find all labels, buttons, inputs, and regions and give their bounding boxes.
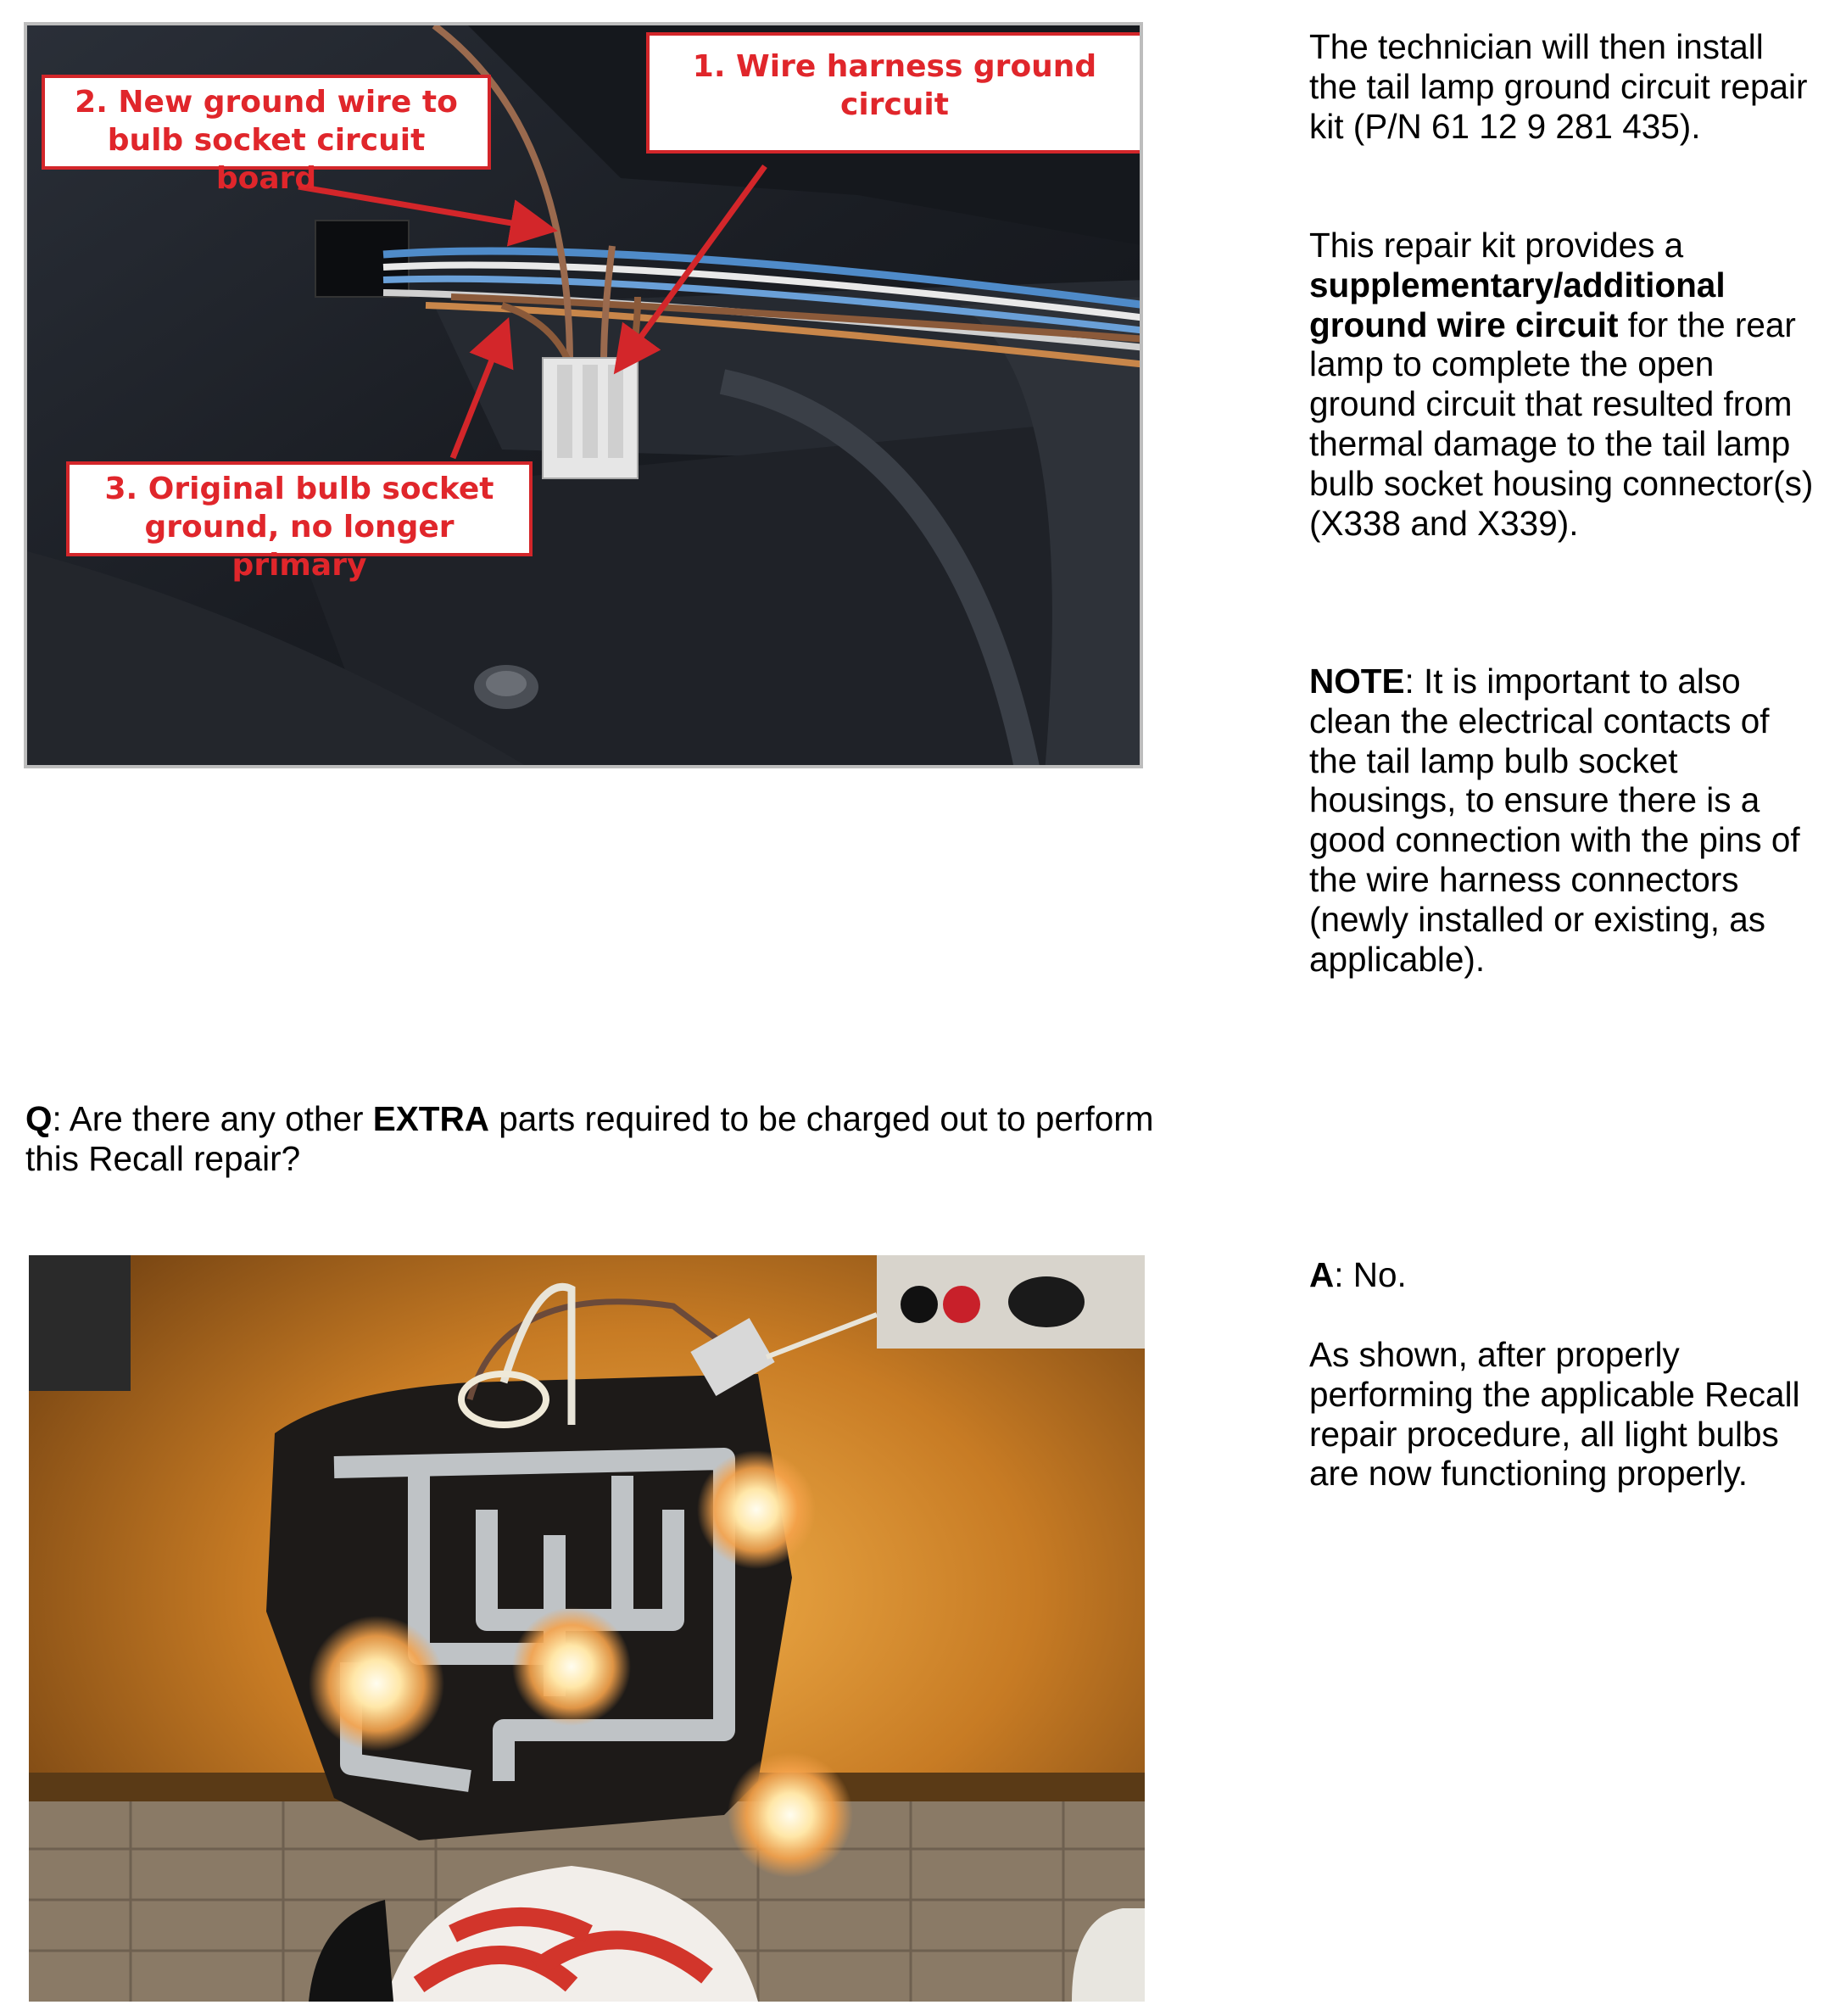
callout-new-ground-wire: 2. New ground wire to bulb socket circuit board: [42, 75, 491, 170]
paragraph-as-shown: As shown, after properly performing the applicable Recall repair procedure, all light bulbs are now functioning properly.: [1309, 1335, 1800, 1494]
note-label: NOTE: [1309, 662, 1405, 701]
answer-paragraph: [1309, 1255, 1818, 1295]
callout-original-bulb-socket-ground: 3. Original bulb socket ground, no longer primary: [66, 461, 533, 556]
kit-text-post: for the rear lamp to complete the open ground circuit that resulted from thermal damage to the tail lamp bulb socket housing connector(s) (X338 and X339).: [1309, 304, 1814, 543]
note-text: : It is important to also clean the electrical contacts of the tail lamp bulb socket housings, to ensure there is a good connection with the pins of the wire harness connectors (newly installed or existing, as applicable).: [1309, 662, 1800, 979]
question-label: Q: [25, 1099, 53, 1138]
question-text-post: parts required to be charged out to perform this Recall repair?: [25, 1099, 1154, 1178]
tail-lamp-bulbs-lit-photo: [29, 1255, 1145, 2002]
question-paragraph: [25, 1099, 1196, 1179]
callout-wire-harness-ground: 1. Wire harness ground circuit: [646, 32, 1143, 154]
paragraph-note: [1309, 662, 1818, 979]
question-extra: EXTRA: [372, 1099, 490, 1138]
question-text-pre: : Are there any other: [52, 1099, 373, 1138]
kit-text-pre: This repair kit provides a: [1309, 226, 1684, 265]
tail-lamp-photo-drawing: [29, 1255, 1145, 2002]
answer-label: A: [1309, 1255, 1335, 1294]
kit-text-bold: supplementary/additional ground wire circuit: [1309, 265, 1726, 344]
wire-harness-photo: [24, 22, 1143, 768]
paragraph-install-kit: The technician will then install the tail lamp ground circuit repair kit (P/N 61 12 9 281 435).: [1309, 27, 1808, 146]
answer-text: : No.: [1334, 1255, 1407, 1294]
paragraph-repair-kit: [1309, 226, 1818, 543]
